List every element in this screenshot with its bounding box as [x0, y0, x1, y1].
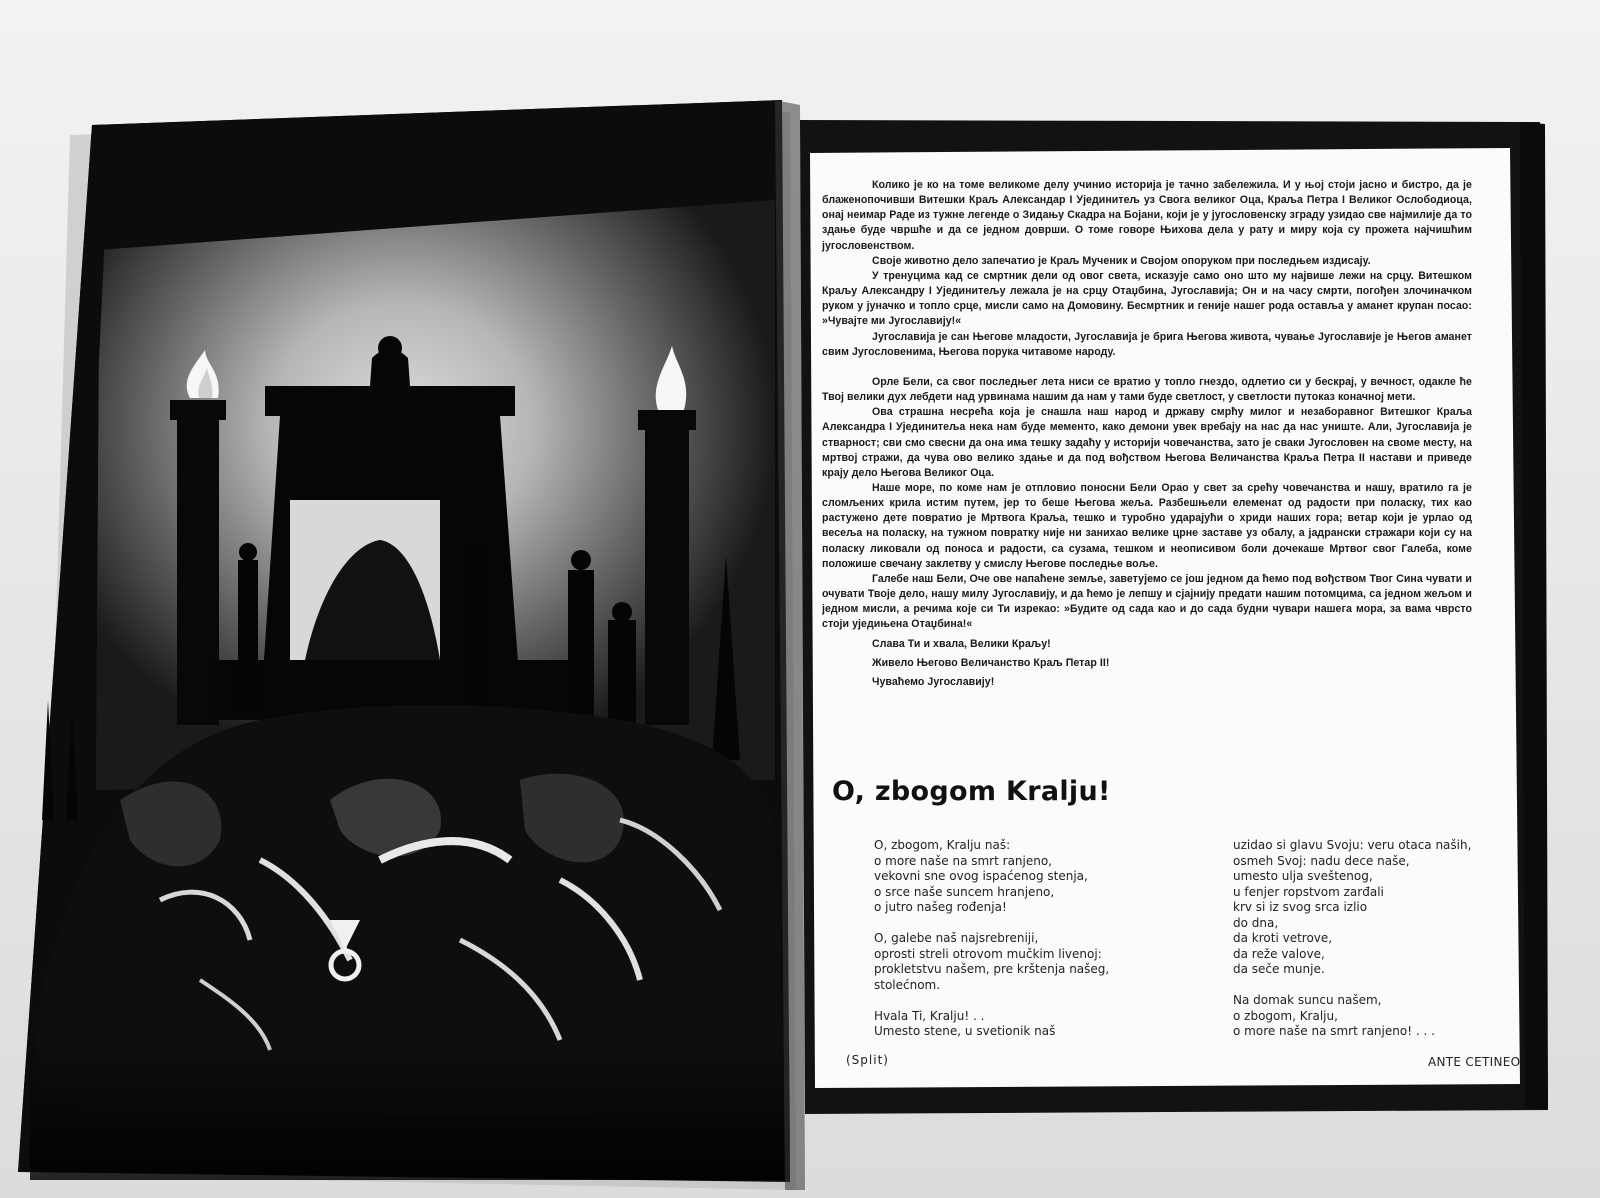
poem-line: O, zbogom, Kralju naš: [874, 838, 1011, 852]
article-paragraph: Колико је ко на томе великоме делу учинио историја је тачно забележила. И у њој стоји јасно и бистро, да је блаженопочивши Витешки Краљ Александар I Ујединитељ уз Свога великог Оца, Краља Петра I Великог Ослободиоца, онај неимар Раде из тужне легенде о Зидању Скадра на Бојани, који је у југословенску зграду узидао све најмилије да то здање буде чвршће и да се једном доврши. О томе говоре Њихова дела у рату и миру која су прожета најчишћим југословенством. [822, 179, 1472, 252]
poem-line: Umesto stene, u svetionik naš [874, 1024, 1056, 1038]
poem-line: Na domak suncu našem, [1233, 993, 1382, 1007]
poem-line: da seče munje. [1233, 962, 1325, 976]
poem-stanza [874, 1009, 1109, 1040]
article-cheer: Живело Његово Величанство Краљ Петар II! [872, 656, 1110, 669]
poem-line: Hvala Ti, Kralju! . . [874, 1008, 985, 1023]
poem-title: O, zbogom Kralju! [832, 776, 1111, 807]
article-paragraph: Наше море, по коме нам је отпловио поносни Бели Орао у свет за срећу човечанства и нашу, вратило га је сломљених крила истим путем, јер то беше Његова жеља. Разбешњели елеменат од радости при поласку, тих као растужено дете повратио је Мртвога Краља, тешко и туробно ударајући о хриди наших гора; ветар који је урлао од весеља на поласку, на тужном повратку није ни занихао велике црне заставе уз обалу, а јадрански стражари који су на поласку ликовали од поноса и радости, са сузама, тешком и неописивом боли дочекаше Мртвог свог Галеба, коме положише свечану заклетву у смислу Његове последње воље. [822, 481, 1472, 570]
poem-line: o more naše na smrt ranjeno, [874, 853, 1053, 868]
poem-stanza [874, 838, 1109, 916]
poem-line: da reže valove, [1233, 946, 1325, 961]
poem-line: osmeh Svoj: nadu dece naše, [1233, 853, 1410, 868]
article-paragraph: Орле Бели, са свог последњег лета ниси се вратио у топло гнездо, одлетио си у бескрај, у вечност, одакле ће Твој велики дух лебдети над урвинама нашим да нам у тами буде светлост, у светлости путоказ коначној мети. [822, 375, 1472, 404]
poem-line: o jutro našeg rođenja! [874, 900, 1007, 914]
article-paragraph: Своје животно дело запечатио је Краљ Мученик и Својом опоруком при последњем издисају. [872, 254, 1371, 267]
poem-right-column [1233, 838, 1471, 1055]
poem-line: umesto ulja sveštenog, [1233, 869, 1373, 883]
poem-line: u fenjer ropstvom zarđali [1233, 884, 1384, 899]
article-paragraph: Југославија је сан Његове младости, Југославија је брига Његова живота, чување Југославије је Његов аманет свим Југословенима, Његова порука читавоме народу. [822, 330, 1472, 358]
poem-author: ANTE CETINEO [1428, 1055, 1521, 1069]
article-cheer: Слава Ти и хвала, Велики Краљу! [872, 637, 1051, 650]
article-paragraph: Ова страшна несрећа која је снашла наш народ и државу смрћу милог и незаборавног Витешког Краља Александра I Ујединитеља нека нам буде мементо, како демони увек вребају на нас да нас униште. Али, Југославија је стварност; сви смо свесни да она има тешку задаћу у историји човечанства, зато је сваки Југословен на своме месту, на мртвој стражи, да чува ово велико здање и да под вођством Његова Величанства Краља Петра II настави и приведе крају дело Његова Великог Оца. [822, 406, 1472, 479]
poem-line: uzidao si glavu Svoju: veru otaca naših, [1233, 838, 1472, 852]
poem-place: (Split) [846, 1053, 889, 1067]
article-text [822, 178, 1472, 690]
poem-line: o srce naše suncem hranjeno, [874, 884, 1055, 899]
poem-line: o zbogom, Kralju, [1233, 1008, 1338, 1023]
article-paragraph: Галебе наш Бели, Оче ове напаћене земље, заветујемо се још једном да ћемо под вођством Твог Сина чувати и очувати Твоје дело, нашу милу Југославију, и да ћемо је лепшу и сјајнију предати нашим потомцима, са једном жељом и једном мисли, а речима које си Ти изрекао: »Будите од сада као и до сада будни чувари нашега мора, за вама чврсто стоји уједињена Отаџбина!« [822, 572, 1472, 631]
poem-stanza [1233, 838, 1471, 978]
poem-line: stolećnom. [874, 977, 941, 992]
poem-line: da kroti vetrove, [1233, 931, 1333, 945]
article-cheer: Чуваћемо Југославију! [872, 675, 995, 688]
poem-line: prokletstvu našem, pre krštenja našeg, [874, 962, 1110, 976]
poem-line: oprosti streli otrovom mučkim livenoj: [874, 946, 1102, 961]
poem-line: vekovni sne ovog ispaćenog stenja, [874, 869, 1088, 883]
left-page-photo [18, 100, 790, 1182]
article-paragraph: У тренуцима кад се смртник дели од овог света, исказује само оно што му највише лежи на срцу. Витешком Краљу Александру I Ујединитељу лежала је на срцу Отаџбина, Југославија; Он и на часу смрти, погођен злочиначком руком у јуначко и топло срце, мисли само на Домовину. Бесмртник и геније нашег рода оставља у аманет крупан посао: »Чувајте ми Југославију!« [822, 269, 1472, 328]
poem-line: krv si iz svog srca izlio [1233, 900, 1368, 914]
poem-left-column [874, 838, 1109, 1055]
poem-stanza [1233, 993, 1471, 1040]
poem-line: do dna, [1233, 915, 1279, 930]
poem-line: o more naše na smrt ranjeno! . . . [1233, 1024, 1435, 1038]
poem-line: O, galebe naš najsrebreniji, [874, 931, 1039, 945]
poem-stanza [874, 931, 1109, 993]
